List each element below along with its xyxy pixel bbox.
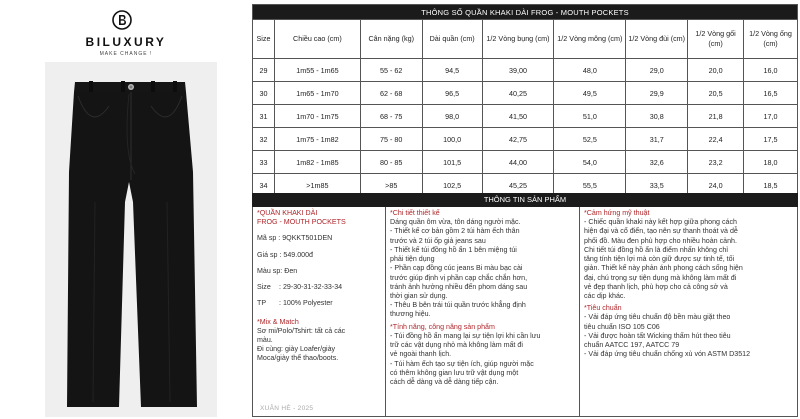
size-cell: 94,5 [422,59,482,82]
text-line: màu. [257,335,273,344]
size-table-header: Chiều cao (cm) [274,20,360,59]
size-cell: 100,0 [422,128,482,151]
size-cell: 1m70 - 1m75 [274,105,360,128]
product-sizes: Size : 29-30-31-32-33-34 [257,283,343,292]
text-line: phải tiện dụng [390,255,435,264]
size-cell: >1m85 [274,174,360,197]
size-cell: 16,5 [744,82,798,105]
text-line: Sơ mi/Polo/Tshirt: tất cả các [257,326,346,335]
text-line: có thêm không gian lưu trữ vật dụng một [390,368,519,377]
text-line: tiêu chuẩn ISO 105 C06 [584,322,660,331]
size-cell: 31 [253,105,275,128]
design-details-title: *Chi tiết thiết kế [390,209,440,217]
text-line: - Vải được hoàn tất Wicking thấm hút theo tiêu [584,331,731,340]
size-cell: 55 - 62 [360,59,422,82]
size-row [253,105,798,128]
text-line: trước và 2 túi ốp giả jeans sau [390,236,486,245]
text-line: Đi cùng: giày Loafer/giày [257,345,336,354]
inspiration-title: *Cảm hứng mỹ thuật [584,209,650,217]
size-table-header: Cân nặng (kg) [360,20,422,59]
text-line: chuẩn AATCC 197, AATCC 79 [584,341,680,350]
size-table-header: 1/2 Vòng bụng (cm) [482,20,554,59]
text-line: - Thiết kế túi đồng hồ ẩn 1 bên miệng túi [390,245,517,254]
size-cell: >85 [360,174,422,197]
text-line: trước giúp định vị phần cạp chắc chắn hơn, [390,273,528,282]
size-row [253,151,798,174]
size-cell: 31,7 [626,128,688,151]
size-table-header: Dài quần (cm) [422,20,482,59]
features-text [390,332,575,387]
size-cell: 1m82 - 1m85 [274,151,360,174]
size-row [253,82,798,105]
size-cell: 30 [253,82,275,105]
size-cell: 102,5 [422,174,482,197]
size-cell: 62 - 68 [360,82,422,105]
design-column [386,207,580,417]
size-cell: 54,0 [554,151,626,174]
text-line: các dịp khác. [584,291,626,300]
product-color: Màu sp: Đen [257,266,298,275]
mix-match-text [257,327,381,364]
season-credit: XUÂN HÈ - 2025 [260,404,314,412]
standards-text [584,313,793,359]
product-basic-column [253,207,386,417]
brand-tagline: MAKE CHANGE ! [99,51,153,57]
size-cell: 33,5 [626,174,688,197]
size-table-header: 1/2 Vòng đùi (cm) [626,20,688,59]
product-name: *QUẦN KHAKI DÀI FROG - MOUTH POCKETS [257,209,346,227]
size-cell: 75 - 80 [360,128,422,151]
features-title: *Tính năng, công năng sản phẩm [390,322,495,331]
size-cell: 101,5 [422,151,482,174]
text-line: cách dễ dàng và dễ dàng tiếp cận. [390,377,499,386]
text-line: thương hiệu. [390,310,431,319]
size-cell: 52,5 [554,128,626,151]
size-cell: 98,0 [422,105,482,128]
size-cell: 16,0 [744,59,798,82]
size-cell: 18,5 [744,174,798,197]
size-spec-table [252,4,798,197]
size-table-header: 1/2 Vòng ống (cm) [744,20,798,59]
size-cell: 1m55 - 1m65 [274,59,360,82]
size-cell: 39,00 [482,59,554,82]
size-cell: 18,0 [744,151,798,174]
size-cell: 80 - 85 [360,151,422,174]
inspiration-text [584,218,793,301]
size-cell: 34 [253,174,275,197]
size-cell: 49,5 [554,82,626,105]
size-cell: 24,0 [688,174,744,197]
design-details-text [390,218,575,319]
size-cell: 68 - 75 [360,105,422,128]
text-line: - Chiếc quần khaki này kết hợp giữa phong cách [584,218,737,227]
text-line: phối đồ. Màu đen phù hợp cho nhiều hoàn cảnh. [584,236,737,245]
text-line: Dáng quần ôm vừa, tôn dáng người mặc. [390,218,521,227]
brand-name: BILUXURY [85,35,167,49]
text-line: giản. Thiết kế này phản ánh phong cách sống hiện [584,264,743,273]
product-info-panel [252,207,798,417]
text-line: Chi tiết túi đồng hồ ẩn là điểm nhấn không chỉ [584,245,728,254]
text-line: - Vải đáp ứng tiêu chuẩn độ bền màu giặt theo [584,313,731,322]
size-cell: 41,50 [482,105,554,128]
inspiration-column [580,207,797,417]
text-line: - Túi đồng hồ ẩn mang lại sự tiện lợi khi cần lưu [390,331,541,340]
size-cell: 45,25 [482,174,554,197]
logo-b-icon [112,10,132,30]
size-cell: 30,8 [626,105,688,128]
size-cell: 96,5 [422,82,482,105]
size-cell: 32 [253,128,275,151]
size-cell: 23,2 [688,151,744,174]
text-line: vẻ ngoài thanh lịch. [390,350,452,359]
size-cell: 29 [253,59,275,82]
size-cell: 42,75 [482,128,554,151]
brand-panel [0,0,252,419]
text-line: - Phần cạp đồng cúc jeans Bi màu bạc cài [390,264,523,273]
product-info-title: THÔNG TIN SẢN PHẨM [252,193,798,207]
size-cell: 44,00 [482,151,554,174]
text-line: - Túi hàm ếch tạo sự tiện ích, giúp người mặc [390,359,534,368]
text-line: đại, chú trọng sự tiện dụng mà không làm mất đi [584,273,737,282]
size-cell: 1m65 - 1m70 [274,82,360,105]
size-cell: 55,5 [554,174,626,197]
size-table-header: 1/2 Vòng gối (cm) [688,20,744,59]
standards-title: *Tiêu chuẩn [584,304,622,313]
product-material: TP : 100% Polyester [257,299,333,308]
size-cell: 32,6 [626,151,688,174]
size-table-title: THÔNG SỐ QUẦN KHAKI DÀI FROG - MOUTH POCKETS [253,5,798,20]
size-table-header: 1/2 Vòng mông (cm) [554,20,626,59]
text-line: vẻ đẹp thanh lịch, phù hợp cho cả công sở và [584,282,728,291]
black-trousers-image [45,62,217,417]
product-price: Giá sp : 549.000đ [257,250,314,259]
text-line: hiện đại và cổ điển, tạo nên sự thanh thoát và dễ [584,227,738,236]
size-cell: 48,0 [554,59,626,82]
brand-logo[interactable] [70,10,182,65]
size-cell: 29,9 [626,82,688,105]
size-row [253,59,798,82]
size-cell: 21,8 [688,105,744,128]
text-line: tăng tính tiện lợi mà còn giữ được sự tinh tế, tối [584,255,735,264]
size-cell: 29,0 [626,59,688,82]
text-line: Moca/giày thể thao/boots. [257,354,339,363]
product-code: Mã sp : 9QKKT501DEN [257,234,333,243]
text-line: thời gian sử dụng. [390,291,448,300]
size-cell: 1m75 - 1m82 [274,128,360,151]
size-cell: 22,4 [688,128,744,151]
text-line: - Vải đáp ứng tiêu chuẩn chống xù vón ASTM D3512 [584,350,751,359]
size-row [253,128,798,151]
mix-match-title: *Mix & Match [257,317,299,326]
text-line: trữ các vật dụng nhỏ mà không làm mất đi [390,341,523,350]
size-cell: 40,25 [482,82,554,105]
size-table-header: Size [253,20,275,59]
size-cell: 33 [253,151,275,174]
size-cell: 17,0 [744,105,798,128]
size-cell: 20,5 [688,82,744,105]
size-cell: 20,0 [688,59,744,82]
size-cell: 17,5 [744,128,798,151]
size-cell: 51,0 [554,105,626,128]
text-line: - Thiết kế cơ bản gồm 2 túi hàm ếch thân [390,227,520,236]
product-photo [45,62,217,417]
text-line: - Thêu B bên trái túi quần trước khẳng định [390,301,526,310]
text-line: tránh ảnh hưởng nhiều đến phom dáng sau [390,282,528,291]
